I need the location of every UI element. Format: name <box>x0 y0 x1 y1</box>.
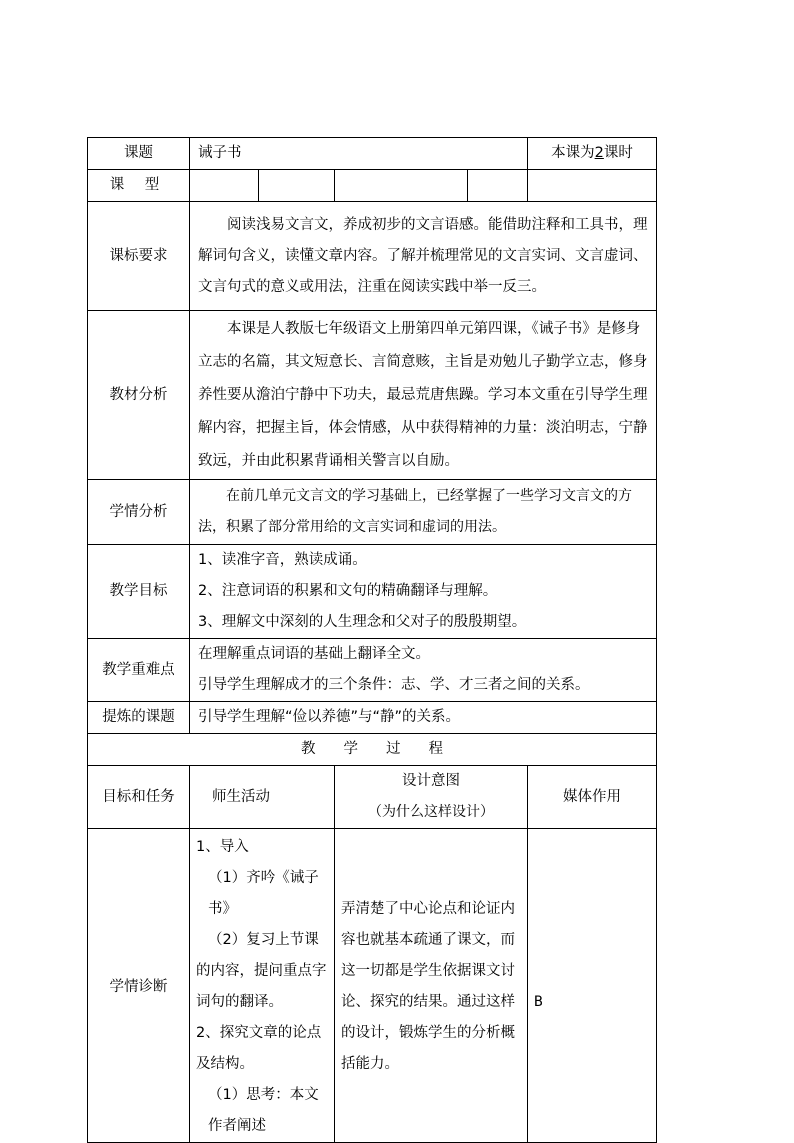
key-points-row <box>88 639 657 702</box>
refined-topic-text: 引导学生理解“俭以养德”与“静”的关系。 <box>190 702 657 734</box>
class-hours-suffix: 课时 <box>603 145 633 161</box>
design-intent-subtitle: （为什么这样设计） <box>368 804 494 820</box>
lesson-type-cell-4 <box>468 170 528 202</box>
class-hours <box>528 138 657 170</box>
activities-cell <box>190 829 335 1143</box>
teaching-goals-label: 教学目标 <box>88 545 190 639</box>
process-header-row <box>88 766 657 829</box>
teaching-goals-row <box>88 545 657 639</box>
goal-item: 1、读准字音，熟读成诵。 <box>198 552 367 568</box>
key-points-label: 教学重难点 <box>88 639 190 702</box>
teaching-process-row <box>88 734 657 766</box>
material-analysis-label: 教材分析 <box>88 311 190 480</box>
student-analysis-label: 学情分析 <box>88 480 190 545</box>
material-analysis-row <box>88 311 657 480</box>
refined-topic-label: 提炼的课题 <box>88 702 190 734</box>
curriculum-standard-label: 课标要求 <box>88 202 190 311</box>
task-diagnosis: 学情诊断 <box>88 829 190 1143</box>
activity-item: （1）思考：本文作者阐述 <box>208 1087 319 1134</box>
teaching-goals-list <box>190 545 657 639</box>
activity-item: （2）复习上节课的内容，提问重点字词句的翻译。 <box>196 932 327 1010</box>
student-analysis-row <box>88 480 657 545</box>
lesson-type-label: 课 型 <box>88 170 190 202</box>
header-goal-task: 目标和任务 <box>88 766 190 829</box>
process-title-char: 学 <box>343 741 358 757</box>
process-body-row <box>88 829 657 1143</box>
process-title-char: 教 <box>301 741 316 757</box>
activity-item: 1、导入 <box>196 839 249 855</box>
process-title-char: 程 <box>428 741 443 757</box>
lesson-type-row <box>88 170 657 202</box>
activity-item: 2、探究文章的论点及结构。 <box>196 1025 322 1072</box>
media-role-value: B <box>528 829 657 1143</box>
student-analysis-text: 在前几单元文言文的学习基础上，已经掌握了一些学习文言文的方法，积累了部分常用给的文言实词和虚词的用法。 <box>190 480 657 545</box>
topic-row <box>88 138 657 170</box>
lesson-type-cell-3 <box>335 170 468 202</box>
design-intent-text: 弄清楚了中心论点和论证内容也就基本疏通了课文，而这一切都是学生依据课文讨论、探究的结果。通过这样的设计，锻炼学生的分析概括能力。 <box>335 829 528 1143</box>
topic-label: 课题 <box>88 138 190 170</box>
header-media-role: 媒体作用 <box>528 766 657 829</box>
class-hours-value: 2 <box>594 145 604 161</box>
key-points-list <box>190 639 657 702</box>
goal-item: 2、注意词语的积累和文句的精确翻译与理解。 <box>198 583 498 599</box>
header-activities: 师生活动 <box>190 766 335 829</box>
header-design-intent <box>335 766 528 829</box>
lesson-plan-table <box>87 137 657 1143</box>
goal-item: 3、理解文中深刻的人生理念和父对子的殷殷期望。 <box>198 614 527 630</box>
material-analysis-text: 本课是人教版七年级语文上册第四单元第四课，《诫子书》是修身立志的名篇，其文短意长、言简意赅，主旨是劝勉儿子勤学立志，修身养性要从澹泊宁静中下功夫，最忌荒唐焦躁。学习本文重在引导学生理解内容，把握主旨，体会情感，从中获得精神的力量：淡泊明志，宁静致远，并由此积累背诵相关警言以自励。 <box>190 311 657 480</box>
design-intent-title: 设计意图 <box>402 773 460 789</box>
curriculum-standard-text: 阅读浅易文言文，养成初步的文言语感。能借助注释和工具书，理解词句含义，读懂文章内容。了解并梳理常见的文言实词、文言虚词、文言句式的意义或用法，注重在阅读实践中举一反三。 <box>190 202 657 311</box>
curriculum-standard-row <box>88 202 657 311</box>
process-title-char: 过 <box>386 741 401 757</box>
key-point-item: 在理解重点词语的基础上翻译全文。 <box>198 646 430 662</box>
key-point-item: 引导学生理解成才的三个条件：志、学、才三者之间的关系。 <box>198 677 590 693</box>
lesson-type-cell-1 <box>190 170 259 202</box>
lesson-type-cell-5 <box>528 170 657 202</box>
topic-value: 诫子书 <box>190 138 528 170</box>
class-hours-prefix: 本课为 <box>551 145 595 161</box>
lesson-type-cell-2 <box>259 170 335 202</box>
teaching-process-title <box>88 734 657 766</box>
activity-item: （1）齐吟《诫子书》 <box>208 870 319 917</box>
refined-topic-row <box>88 702 657 734</box>
